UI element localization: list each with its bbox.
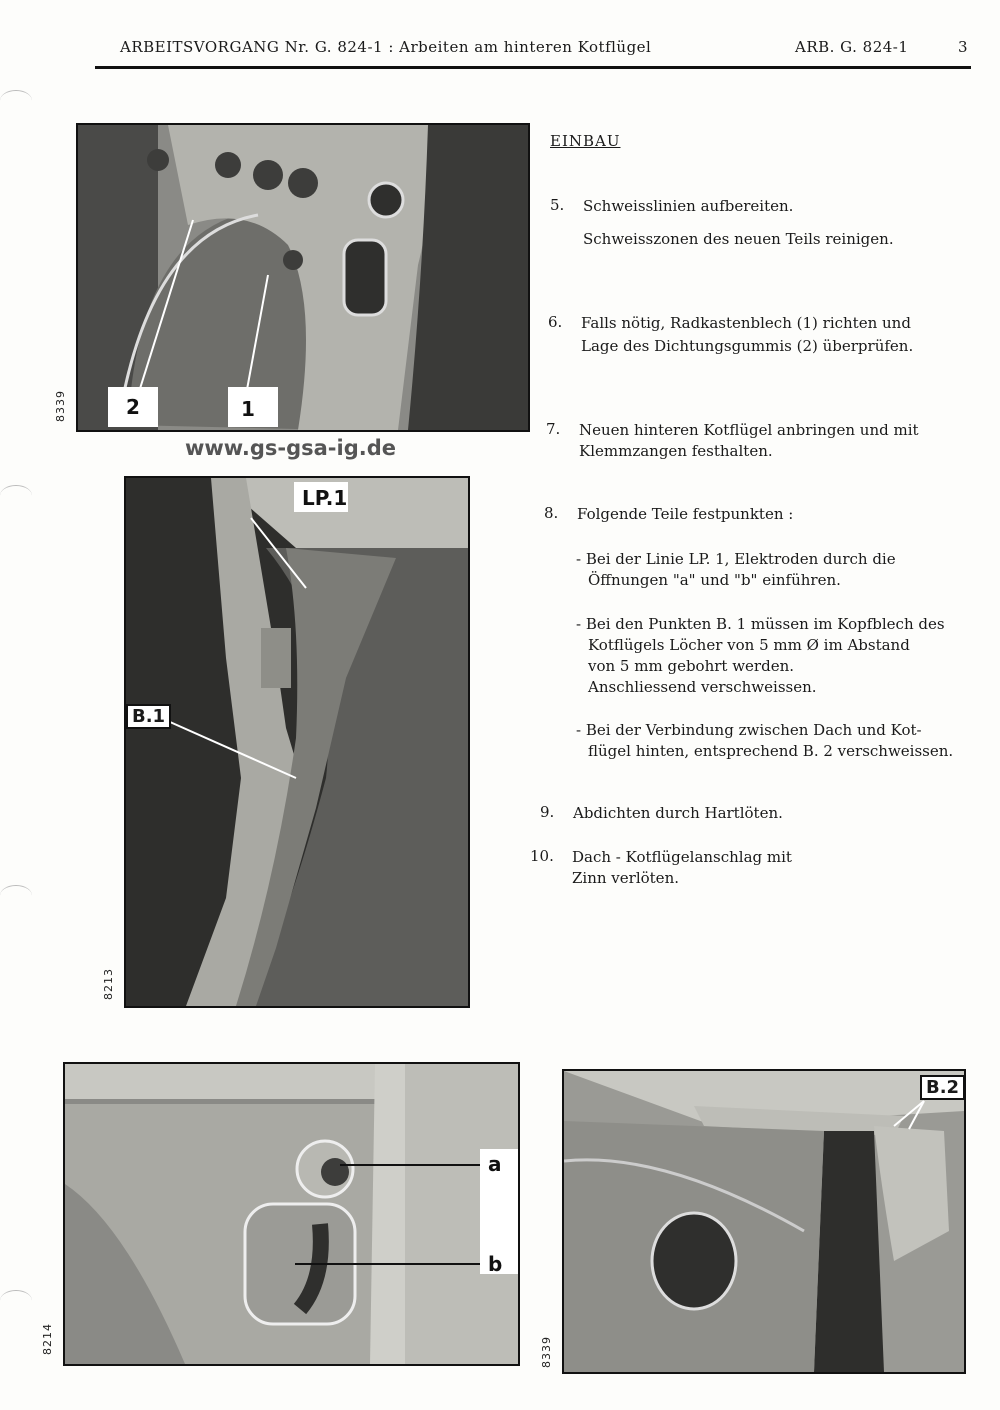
step-text: Schweisszonen des neuen Teils reinigen. [583, 230, 894, 248]
step-number: 6. [548, 313, 563, 331]
figure-number: 8339 [540, 1336, 553, 1368]
photo-openings-a-b [63, 1062, 520, 1366]
photo-roof-joint [562, 1069, 966, 1374]
step-number: 5. [550, 196, 565, 214]
label-a: a [488, 1152, 502, 1176]
label-1: 1 [241, 397, 255, 421]
label-2: 2 [126, 395, 140, 419]
punch-mark [0, 485, 32, 506]
header-rule [95, 66, 971, 69]
figure-number: 8214 [41, 1323, 54, 1355]
label-b: b [488, 1252, 503, 1276]
step-text: Klemmzangen festhalten. [579, 442, 773, 460]
watermark-url: www.gs-gsa-ig.de [185, 436, 396, 460]
figure-number: 8213 [102, 968, 115, 1000]
step-text: Abdichten durch Hartlöten. [573, 804, 783, 822]
bullet-text: Anschliessend verschweissen. [588, 678, 817, 696]
figure-number: 8339 [54, 390, 67, 422]
step-text: Dach - Kotflügelanschlag mit [572, 848, 792, 866]
step-number: 9. [540, 803, 555, 821]
label-b2: B.2 [920, 1075, 965, 1100]
step-number: 8. [544, 504, 559, 522]
label-lp1: LP.1 [302, 486, 348, 510]
punch-mark [0, 90, 32, 111]
photo-wheel-arch [76, 123, 530, 432]
bullet-text: Öffnungen "a" und "b" einführen. [588, 571, 841, 589]
bullet-text: - Bei der Linie LP. 1, Elektroden durch die [576, 550, 896, 568]
label-b1: B.1 [126, 704, 171, 729]
bullet-text: flügel hinten, entsprechend B. 2 verschweissen. [588, 742, 954, 760]
step-text: Zinn verlöten. [572, 869, 679, 887]
punch-mark [0, 885, 32, 906]
bullet-text: - Bei den Punkten B. 1 müssen im Kopfblech des [576, 615, 945, 633]
step-text: Lage des Dichtungsgummis (2) überprüfen. [581, 337, 914, 355]
step-number: 10. [530, 847, 554, 865]
step-text: Falls nötig, Radkastenblech (1) richten und [581, 314, 911, 332]
step-text: Folgende Teile festpunkten : [577, 505, 794, 523]
header-reference: ARB. G. 824-1 [795, 38, 909, 56]
header-title: ARBEITSVORGANG Nr. G. 824-1 : Arbeiten am hinteren Kotflügel [120, 38, 652, 56]
page-number: 3 [958, 38, 969, 56]
step-text: Neuen hinteren Kotflügel anbringen und mit [579, 421, 919, 439]
punch-mark [0, 1290, 32, 1311]
step-text: Schweisslinien aufbereiten. [583, 197, 794, 215]
bullet-text: von 5 mm gebohrt werden. [588, 657, 794, 675]
section-title: EINBAU [550, 132, 621, 150]
step-number: 7. [546, 420, 561, 438]
photo-door-pillar [124, 476, 470, 1008]
bullet-text: Kotflügels Löcher von 5 mm Ø im Abstand [588, 636, 910, 654]
bullet-text: - Bei der Verbindung zwischen Dach und Kot- [576, 721, 922, 739]
